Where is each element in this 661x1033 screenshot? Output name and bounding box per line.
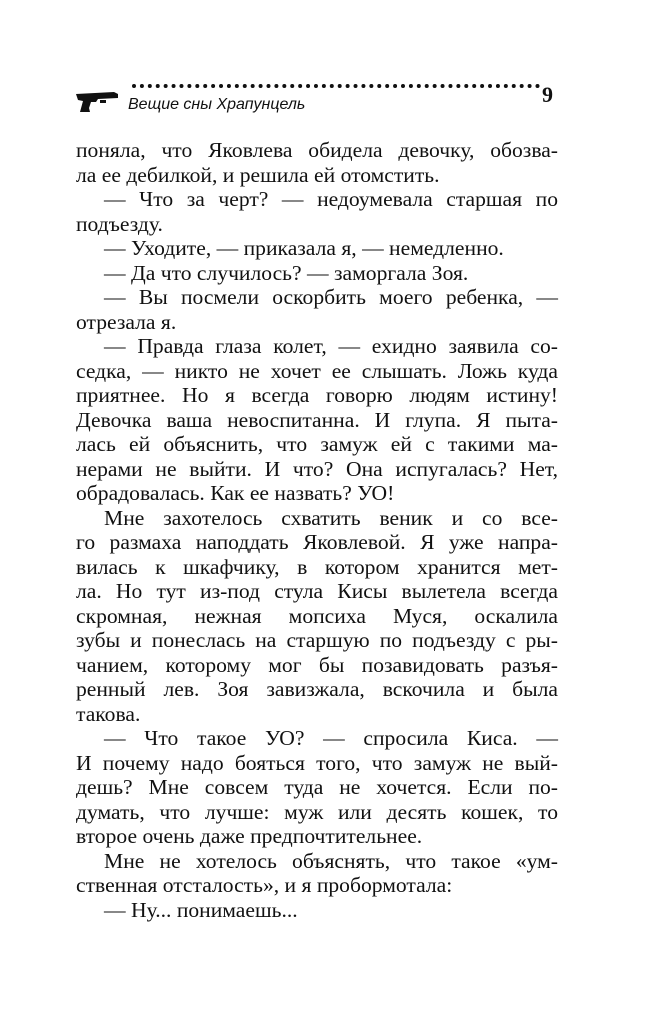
text-line: И почему надо бояться того, что замуж не вый- xyxy=(76,750,558,775)
text-line: приятнее. Но я всегда говорю людям истину! xyxy=(76,383,558,407)
page-number: 9 xyxy=(542,82,553,107)
text-line: — Уходите, — приказала я, — немедленно. xyxy=(104,236,504,260)
text-line: Девочка ваша невоспитанна. И глупа. Я пыта- xyxy=(76,407,558,432)
text-line: обрадовалась. Как ее назвать? УО! xyxy=(76,481,395,505)
text-line: скромная, нежная мопсиха Муся, оскалила xyxy=(76,603,558,628)
text-line: Мне не хотелось объяснять, что такое «ум- xyxy=(104,848,558,873)
text-line: — Что такое УО? — спросила Киса. — xyxy=(104,726,558,750)
text-line: го размаха наподдать Яковлевой. Я уже напра- xyxy=(76,530,558,554)
running-head xyxy=(74,80,574,120)
text-line: нерами не выйти. И что? Она испугалась? Нет, xyxy=(76,456,558,481)
text-line: чанием, которому мог бы позавидовать разъя- xyxy=(76,652,558,677)
body-text xyxy=(76,138,558,922)
text-line: дешь? Мне совсем туда не хочется. Если по- xyxy=(76,775,558,799)
text-line: ла. Но тут из-под стула Кисы вылетела всегда xyxy=(76,579,558,603)
text-line: ренный лев. Зоя завизжала, вскочила и была xyxy=(76,677,558,701)
text-line: отрезала я. xyxy=(76,309,177,334)
dotted-rule xyxy=(132,84,540,92)
text-line: зубы и понеслась на старшую по подъезду с ры- xyxy=(76,628,558,652)
text-line: седка, — никто не хочет ее слышать. Ложь куда xyxy=(76,358,558,383)
text-line: — Ну... понимаешь... xyxy=(104,897,298,922)
text-line: такова. xyxy=(76,701,141,726)
text-line: лась ей объяснить, что замуж ей с такими ма- xyxy=(76,432,558,456)
revolver-icon xyxy=(74,88,120,114)
text-line: — Правда глаза колет, — ехидно заявила со- xyxy=(104,334,558,358)
text-line: думать, что лучше: муж или десять кошек, то xyxy=(76,799,558,824)
running-title: Вещие сны Храпунцель xyxy=(128,96,306,113)
text-line: ла ее дебилкой, и решила ей отомстить. xyxy=(76,162,440,187)
text-line: — Что за черт? — недоумевала старшая по xyxy=(104,187,558,211)
text-line: ственная отсталость», и я пробормотала: xyxy=(76,873,453,897)
text-line: поняла, что Яковлева обидела девочку, обозва- xyxy=(76,138,558,162)
text-line: — Да что случилось? — заморгала Зоя. xyxy=(104,260,469,285)
text-line: вилась к шкафчику, в котором хранится мет- xyxy=(76,554,558,579)
text-line: Мне захотелось схватить веник и со все- xyxy=(104,505,558,530)
text-line: — Вы посмели оскорбить моего ребенка, — xyxy=(104,285,558,309)
text-line: второе очень даже предпочтительнее. xyxy=(76,824,423,848)
text-line: подъезду. xyxy=(76,211,163,236)
